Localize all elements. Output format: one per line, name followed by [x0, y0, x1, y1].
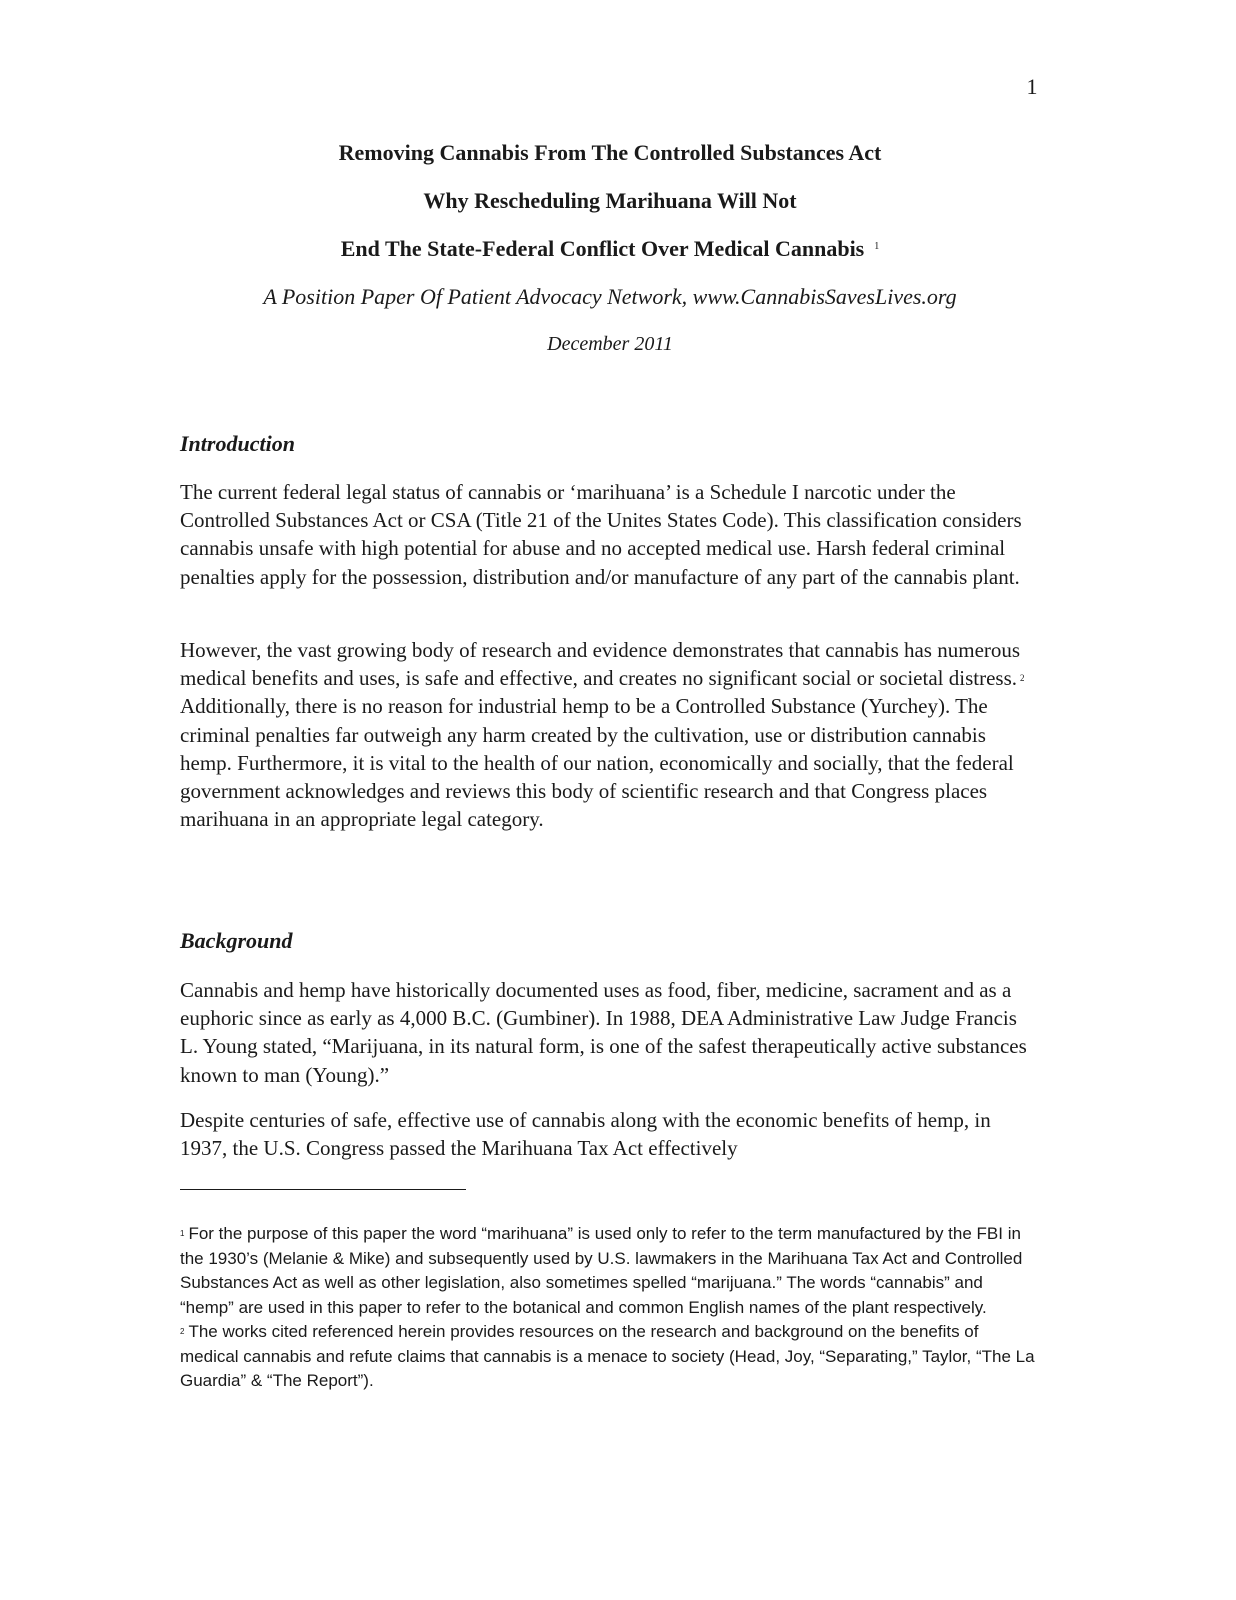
footnote-1-mark: 1 [180, 1229, 185, 1238]
footnote-1 [180, 1222, 1040, 1320]
footnote-separator [180, 1189, 466, 1190]
footnote-ref-2[interactable]: 2 [1020, 673, 1025, 684]
subtitle: A Position Paper Of Patient Advocacy Network, www.CannabisSavesLives.org [263, 284, 957, 309]
introduction-heading: Introduction [180, 431, 295, 456]
title-line-2: Why Rescheduling Marihuana Will Not [423, 188, 797, 213]
footnotes [180, 1222, 1040, 1394]
publication-date: December 2011 [547, 333, 673, 355]
title-line-1: Removing Cannabis From The Controlled Substances Act [338, 140, 882, 165]
footnote-ref-1[interactable]: 1 [874, 241, 880, 252]
title-block [180, 140, 1040, 356]
title-line-3-text: End The State-Federal Conflict Over Medical Cannabis [340, 236, 865, 261]
introduction-paragraph-2-part-2: Additionally, there is no reason for industrial hemp to be a Controlled Substance (Yurchey). The criminal penalties far outweigh any harm created by the cultivation, use or distribution cannabis hemp. Furthermore, it is vital to the health of our nation, economically and socially, that the federal government acknowledges and reviews this body of scientific research and that Congress places marihuana in an appropriate legal category. [180, 694, 1014, 832]
background-paragraph-1: Cannabis and hemp have historically documented uses as food, fiber, medicine, sacrament and as a euphoric since as early as 4,000 B.C. (Gumbiner). In 1988, DEA Administrative Law Judge Francis L. Young stated, “Marijuana, in its natural form, is one of the safest therapeutically active substances known to man (Young).” [180, 978, 1027, 1087]
introduction-paragraph-2-part-1: However, the vast growing body of research and evidence demonstrates that cannabis has numerous medical benefits and uses, is safe and effective, and creates no significant social or societal distress. [180, 638, 1021, 691]
footnote-2 [180, 1320, 1040, 1394]
title-line-3 [180, 236, 1040, 262]
background-heading: Background [180, 928, 293, 953]
page-number: 1 [1026, 74, 1038, 99]
introduction-paragraph-1: The current federal legal status of cannabis or ‘marihuana’ is a Schedule I narcotic under the Controlled Substances Act or CSA (Title 21 of the Unites States Code). This classification considers cannabis unsafe with high potential for abuse and no accepted medical use. Harsh federal criminal penalties apply for the possession, distribution and/or manufacture of any part of the cannabis plant. [180, 480, 1022, 589]
background-paragraph-2: Despite centuries of safe, effective use of cannabis along with the economic benefits of hemp, in 1937, the U.S. Congress passed the Marihuana Tax Act effectively [180, 1108, 991, 1161]
footnote-2-mark: 2 [180, 1327, 185, 1336]
footnote-2-text: The works cited referenced herein provides resources on the research and background on the benefits of medical cannabis and refute claims that cannabis is a menace to society (Head, Joy, “Separating,” Taylor, “The La Guardia” & “The Report”). [180, 1322, 1035, 1390]
introduction-paragraph-2 [180, 636, 1040, 833]
footnote-1-text: For the purpose of this paper the word “marihuana” is used only to refer to the term manufactured by the FBI in the 1930’s (Melanie & Mike) and subsequently used by U.S. lawmakers in the Marihuana Tax Act and Controlled Substances Act as well as other legislation, also sometimes spelled “marijuana.” The words “cannabis” and “hemp” are used in this paper to refer to the botanical and common English names of the plant respectively. [180, 1224, 1023, 1317]
